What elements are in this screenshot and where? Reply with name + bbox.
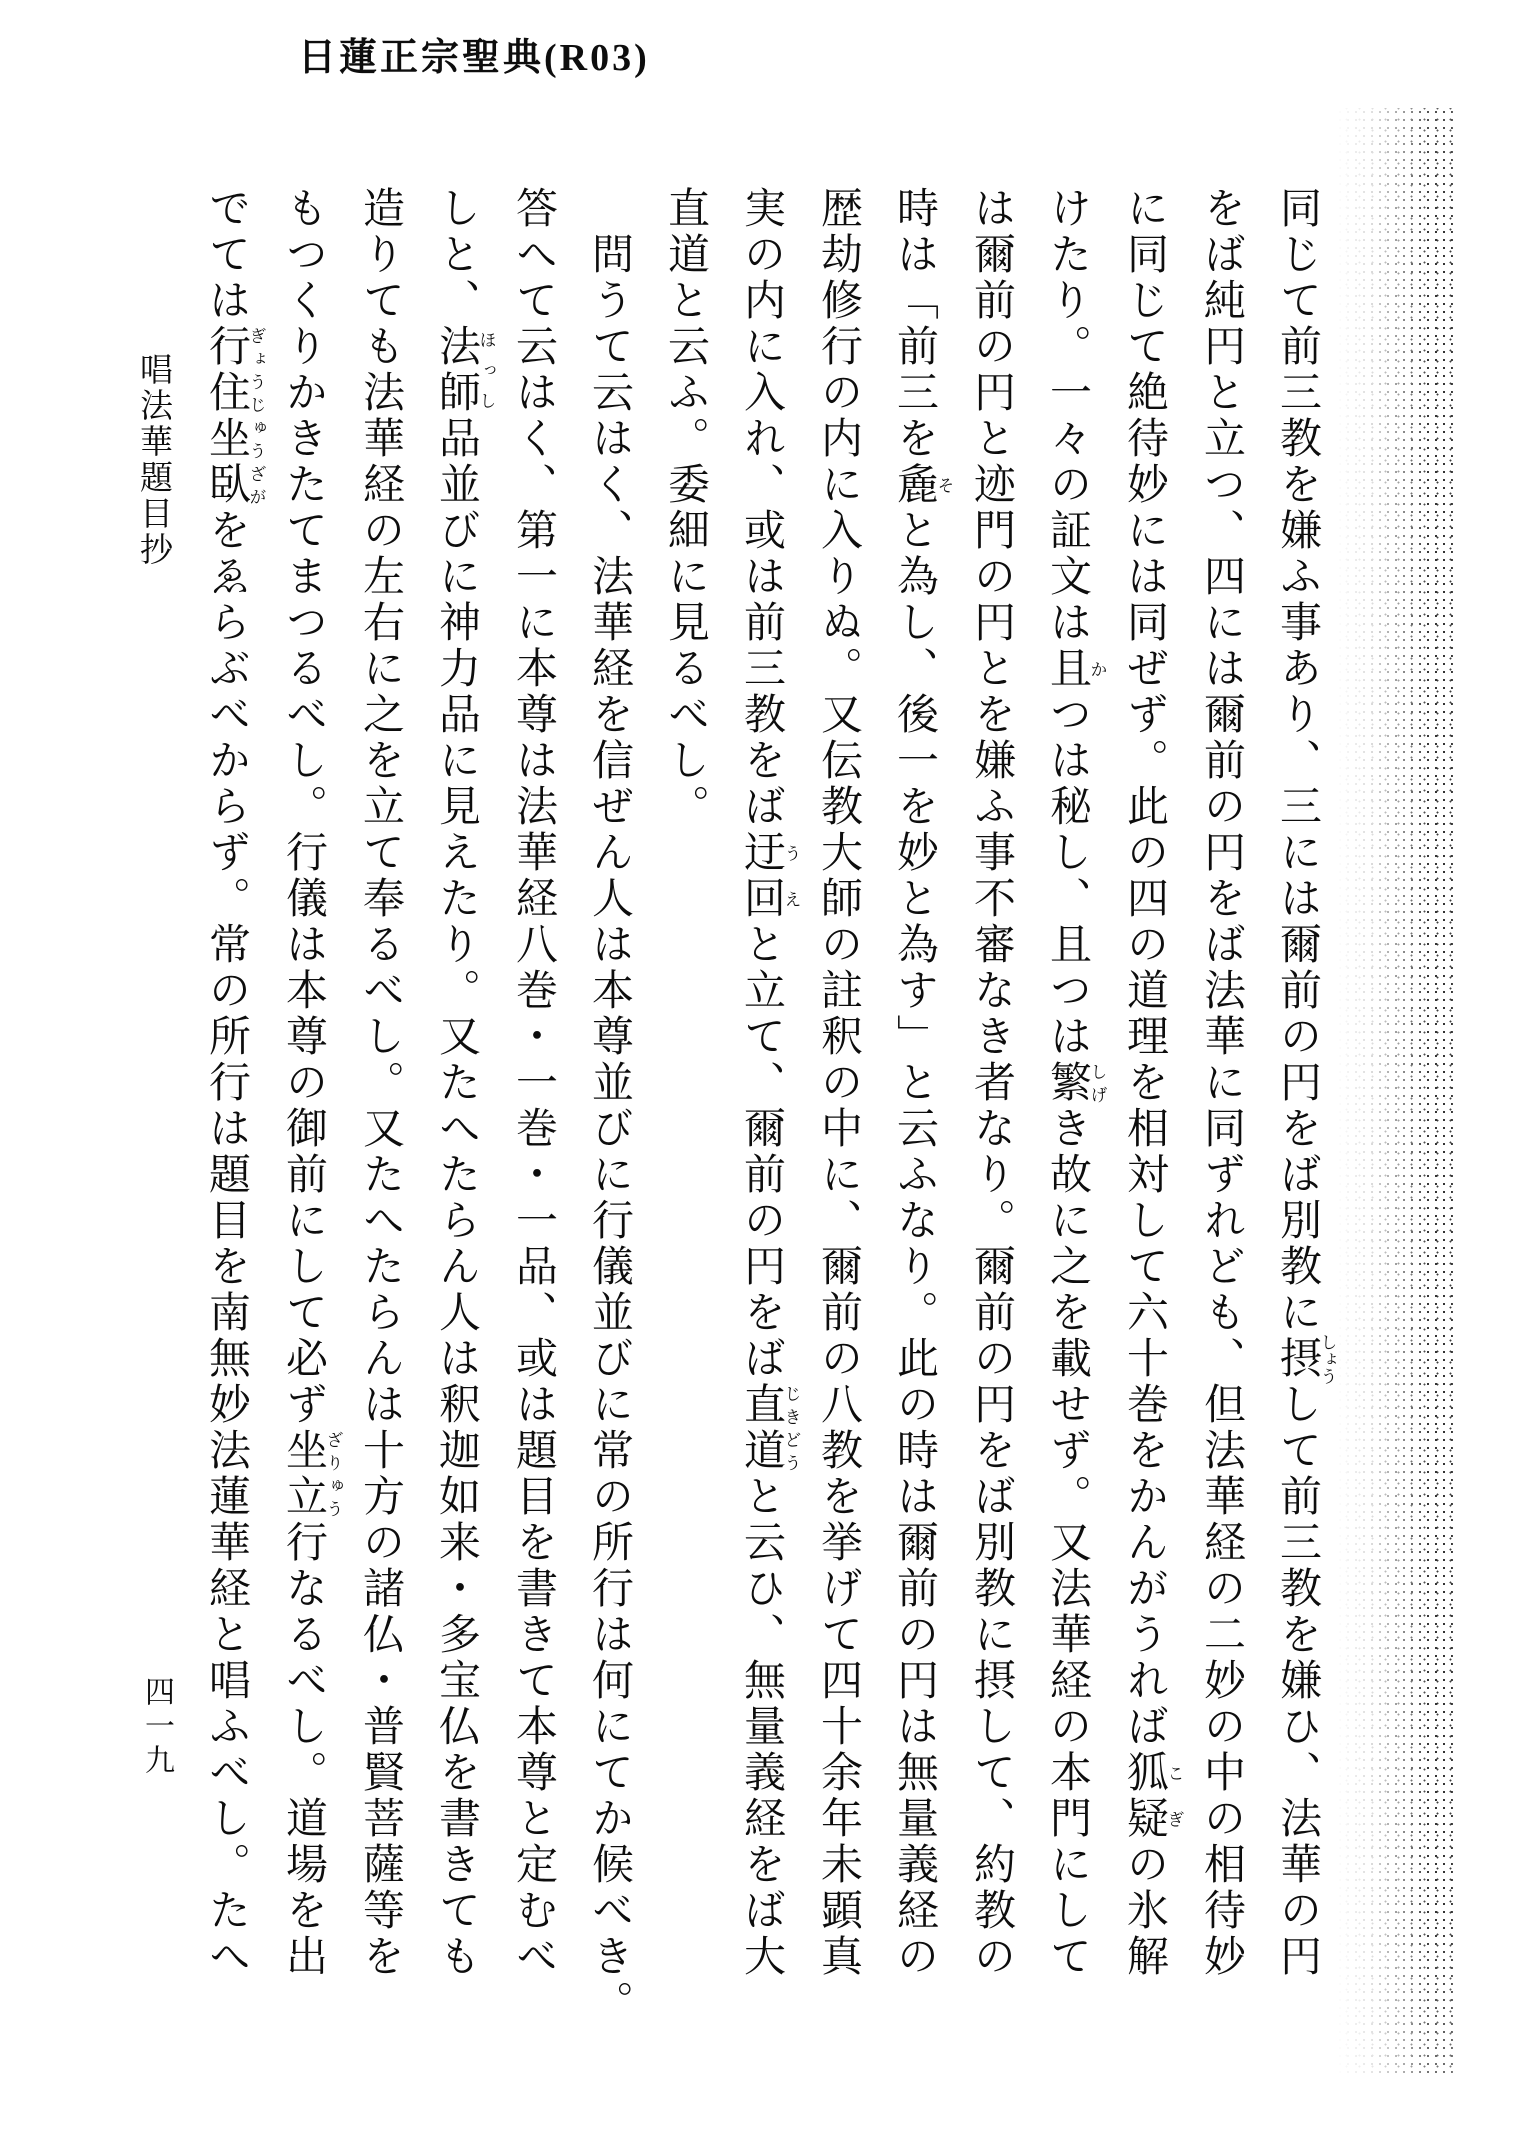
text-column: に同じて絶待妙には同ぜず。此の四の道理を相対して六十巻をかんがうれば狐疑こぎの氷解 [1121,186,1184,1980]
ruby-annotated-text: 行住坐臥ぎょうじゅうざが [203,324,266,508]
ruby-annotated-text: 摂しょう [1274,1333,1337,1385]
ruby-annotated-text: 坐立ざりゅう [280,1428,343,1520]
text-column: は爾前の円と迹門の円とを嫌ふ事不審なき者なり。爾前の円をば別教に摂して、約教の [968,186,1014,1980]
page-number: 四一九 [140,1676,173,1778]
ruby-annotated-text: 狐疑こぎ [1121,1750,1184,1842]
page-header-title: 日蓮正宗聖典(R03) [298,37,650,79]
margin-title: 唱法華題目抄 [135,352,171,568]
text-column: もつくりかきたてまつるべし。行儀は本尊の御前にして必ず坐立ざりゅう行なるべし。道場を出 [280,186,343,1980]
ruby-annotated-text: 且か [1044,646,1107,692]
text-column: 実の内に入れ、或は前三教をば迂回うえと立て、爾前の円をば直道じきどうと云ひ、無量義経をば大 [738,186,801,1980]
text-column: 歴劫修行の内に入りぬ。又伝教大師の註釈の中に、爾前の八教を挙げて四十余年未顕真 [815,186,861,1980]
text-column: 時は「前三を麁そと為し、後一を妙と為す」と云ふなり。此の時は爾前の円は無量義経の [891,186,954,1980]
scan-artifact-band [1336,108,1456,2073]
ruby-annotated-text: 迂回うえ [738,830,801,922]
ruby-annotated-text: 麁そ [891,462,954,508]
text-column: 同じて前三教を嫌ふ事あり、三には爾前の円をば別教に摂しょうして前三教を嫌ひ、法華の円 [1274,186,1337,1980]
text-column: 直道と云ふ。委細に見るべし。 [662,186,708,830]
text-column: をば純円と立つ、四には爾前の円をば法華に同ずれども、但法華経の二妙の中の相待妙 [1198,186,1244,1980]
text-column: 答へて云はく、第一に本尊は法華経八巻・一巻・一品、或は題目を書きて本尊と定むべ [510,186,556,1980]
text-column: けたり。一々の証文は且かつは秘し、且つは繁しげき故に之を載せず。又法華経の本門にして [1044,186,1107,1980]
text-column: でては行住坐臥ぎょうじゅうざがをゑらぶべからず。常の所行は題目を南無妙法蓮華経と唱ふべし。たへ [203,186,266,1980]
ruby-annotated-text: 繁しげ [1044,1060,1107,1106]
ruby-annotated-text: 直道じきどう [738,1382,801,1474]
text-column: 問うて云はく、法華経を信ぜん人は本尊並びに行儀並びに常の所行は何にてか候べき。 [586,232,632,2026]
ruby-annotated-text: 法師ほっし [433,324,496,416]
text-columns [188,186,1336,2066]
text-column: 造りても法華経の左右に之を立て奉るべし。又たへたらんは十方の諸仏・普賢菩薩等を [357,186,403,1980]
text-column: しと、法師ほっし品並びに神力品に見えたり。又たへたらん人は釈迦如来・多宝仏を書きても [433,186,496,1980]
